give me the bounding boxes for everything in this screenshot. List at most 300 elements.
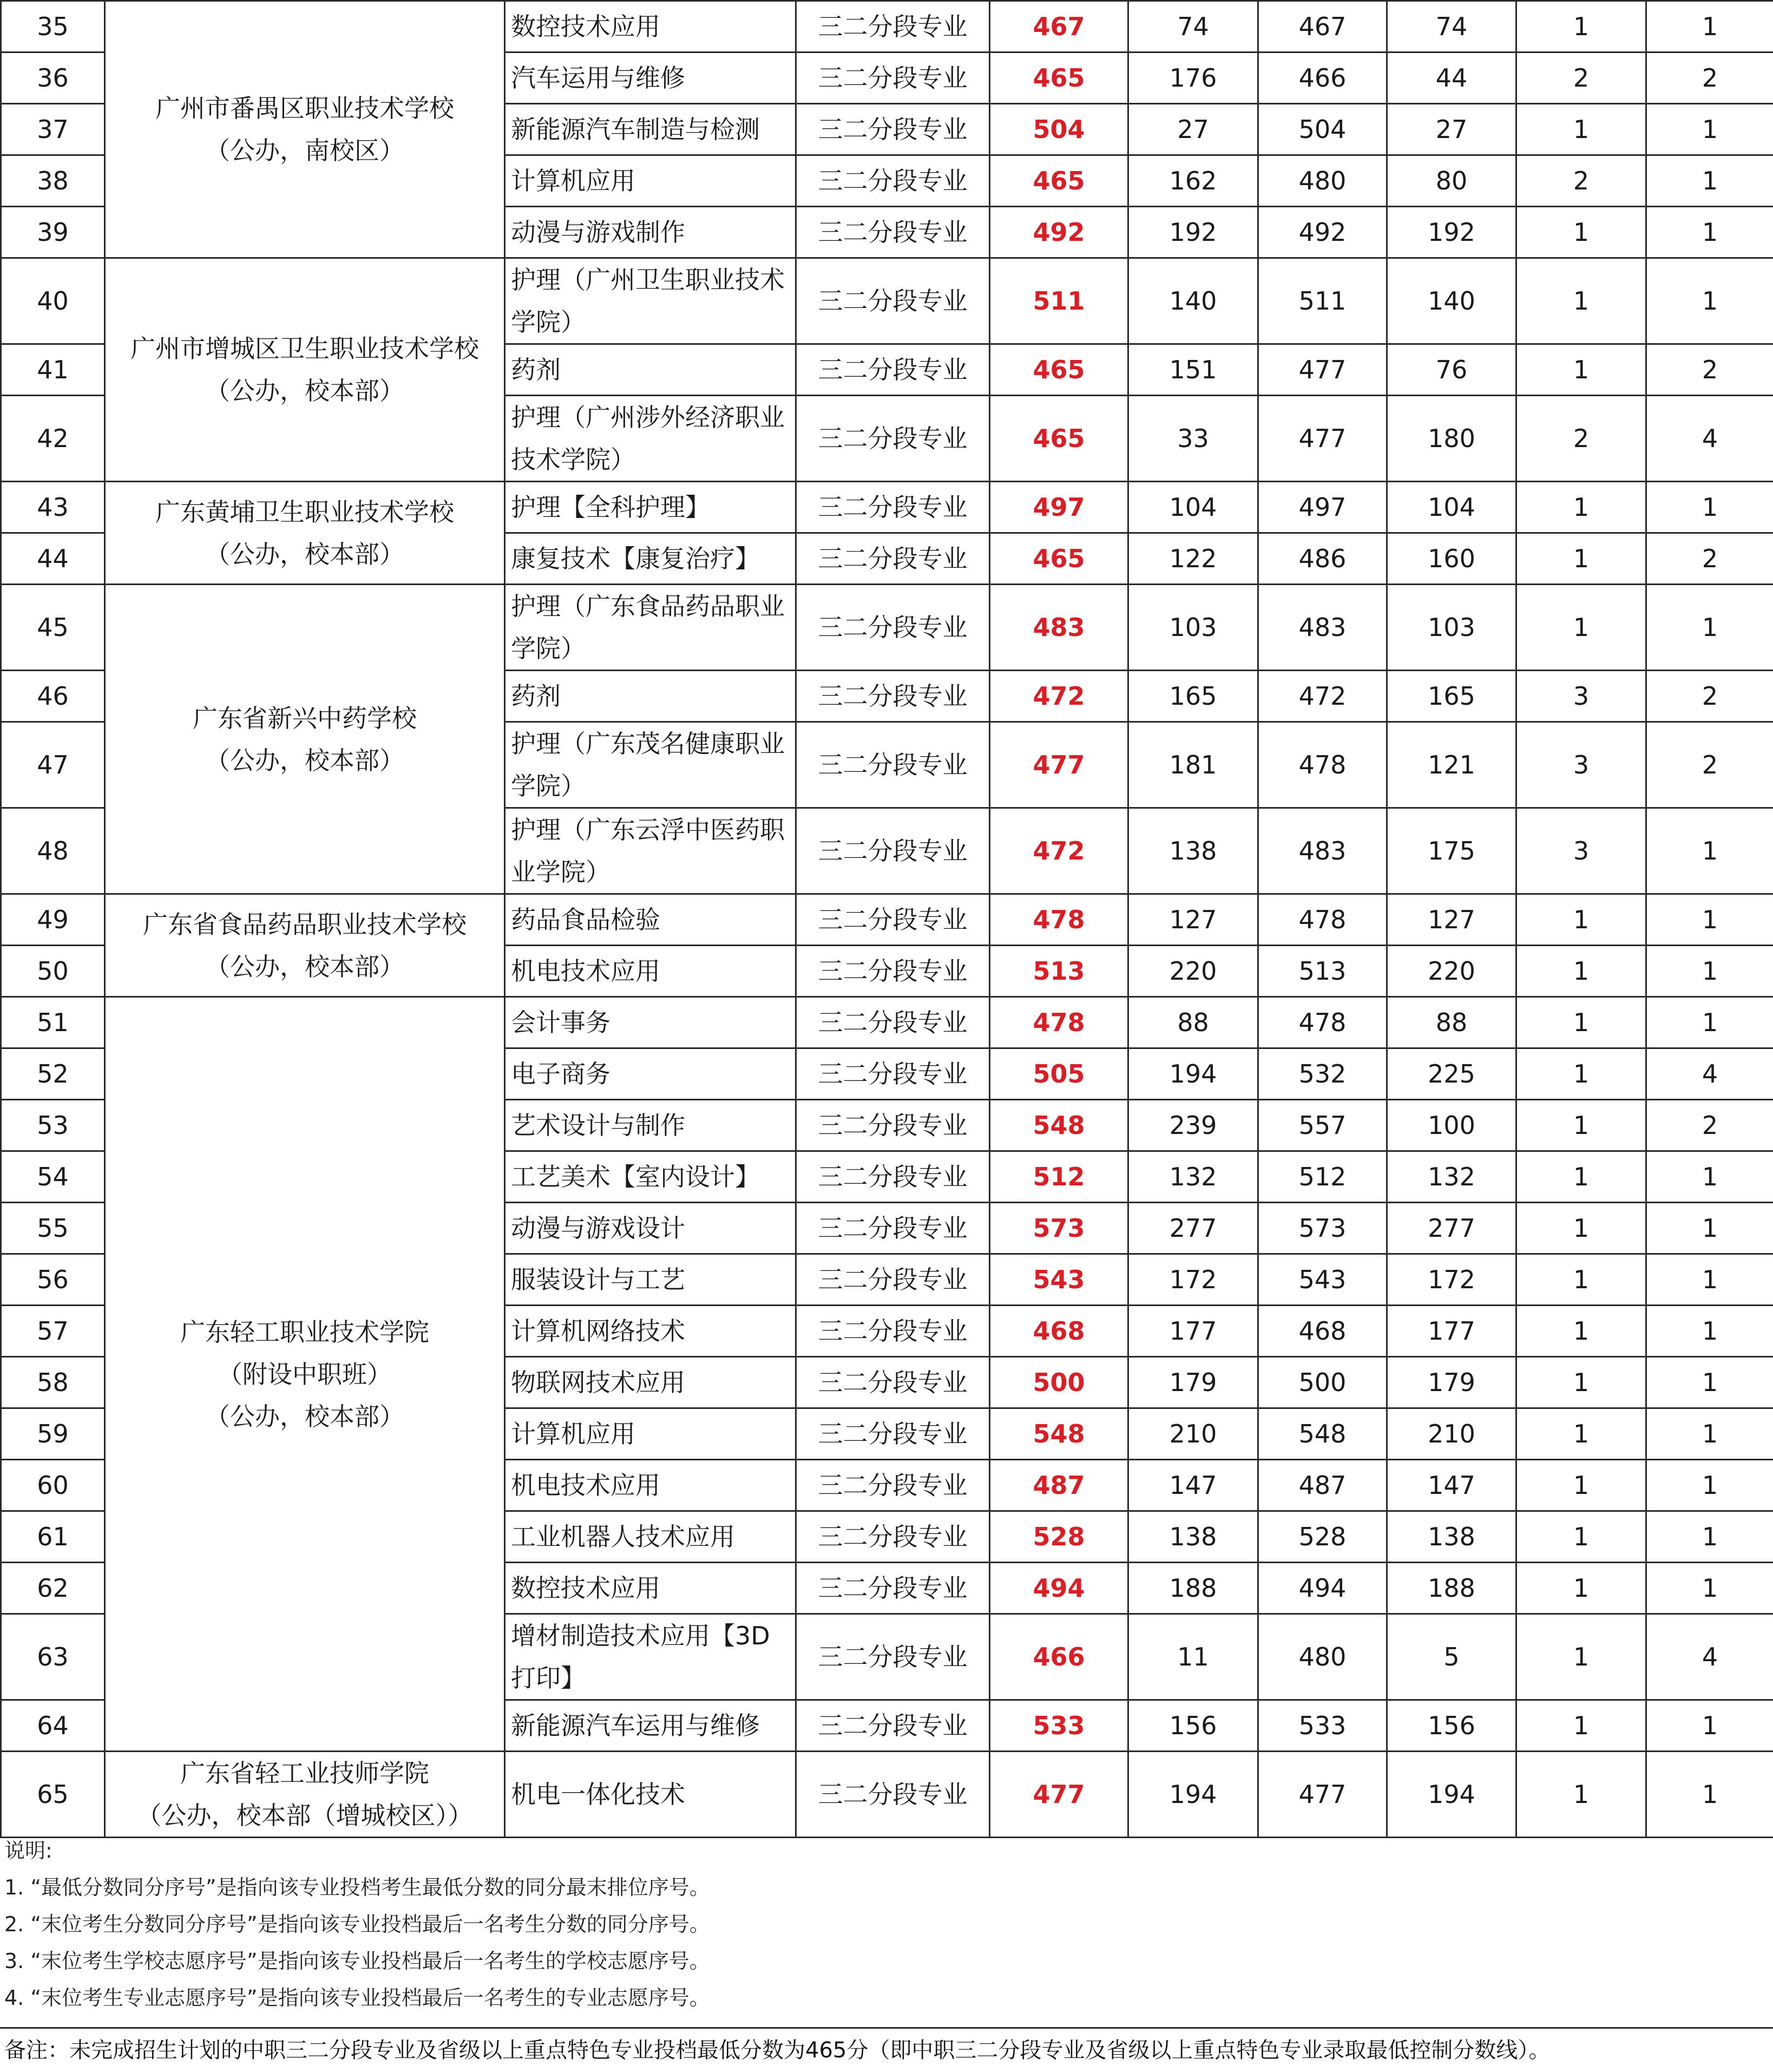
min-score-rank-cell: 277 xyxy=(1128,1203,1258,1254)
major-name-cell: 机电一体化技术 xyxy=(505,1752,796,1838)
major-choice-number-cell: 2 xyxy=(1646,533,1773,585)
program-type-cell: 三二分段专业 xyxy=(796,104,990,155)
table-row xyxy=(1,482,1773,533)
major-choice-number-cell: 1 xyxy=(1646,1306,1773,1357)
row-number-cell: 48 xyxy=(1,808,105,894)
major-choice-number-cell: 2 xyxy=(1646,722,1773,808)
row-number-cell: 39 xyxy=(1,207,105,258)
last-candidate-rank-cell: 132 xyxy=(1387,1151,1516,1203)
major-name-cell: 动漫与游戏制作 xyxy=(505,207,796,258)
min-score-cell: 487 xyxy=(990,1460,1128,1511)
school-choice-number-cell: 1 xyxy=(1516,1700,1646,1752)
school-name-cell xyxy=(105,1752,505,1838)
table-row xyxy=(1,1752,1773,1838)
program-type-cell: 三二分段专业 xyxy=(796,1,990,53)
major-choice-number-cell: 1 xyxy=(1646,1752,1773,1838)
last-candidate-rank-cell: 180 xyxy=(1387,396,1516,482)
last-candidate-rank-cell: 188 xyxy=(1387,1563,1516,1614)
school-choice-number-cell: 1 xyxy=(1516,1203,1646,1254)
major-name-cell: 护理（广东云浮中医药职业学院） xyxy=(505,808,796,894)
major-choice-number-cell: 1 xyxy=(1646,997,1773,1048)
school-name-line: 广州市增城区卫生职业技术学校 xyxy=(109,327,501,370)
min-score-cell: 500 xyxy=(990,1357,1128,1408)
school-name-cell xyxy=(105,482,505,585)
major-name-cell: 工艺美术【室内设计】 xyxy=(505,1151,796,1203)
min-score-rank-cell: 181 xyxy=(1128,722,1258,808)
notes-section xyxy=(0,1832,1773,2016)
school-name-line: （公办，校本部） xyxy=(109,370,501,412)
min-score-cell: 528 xyxy=(990,1511,1128,1563)
school-choice-number-cell: 1 xyxy=(1516,207,1646,258)
school-choice-number-cell: 1 xyxy=(1516,1614,1646,1700)
min-score-rank-cell: 239 xyxy=(1128,1100,1258,1151)
row-number-cell: 42 xyxy=(1,396,105,482)
last-candidate-score-cell: 513 xyxy=(1258,946,1387,997)
program-type-cell: 三二分段专业 xyxy=(796,1752,990,1838)
last-candidate-rank-cell: 44 xyxy=(1387,53,1516,104)
min-score-rank-cell: 194 xyxy=(1128,1048,1258,1100)
min-score-cell: 466 xyxy=(990,1614,1128,1700)
last-candidate-rank-cell: 100 xyxy=(1387,1100,1516,1151)
major-name-cell: 物联网技术应用 xyxy=(505,1357,796,1408)
last-candidate-score-cell: 512 xyxy=(1258,1151,1387,1203)
school-name-line: 广州市番禺区职业技术学校 xyxy=(109,87,501,129)
min-score-cell: 497 xyxy=(990,482,1128,533)
min-score-rank-cell: 192 xyxy=(1128,207,1258,258)
last-candidate-score-cell: 478 xyxy=(1258,894,1387,946)
program-type-cell: 三二分段专业 xyxy=(796,585,990,671)
program-type-cell: 三二分段专业 xyxy=(796,258,990,344)
major-choice-number-cell: 1 xyxy=(1646,1254,1773,1306)
school-choice-number-cell: 1 xyxy=(1516,482,1646,533)
row-number-cell: 51 xyxy=(1,997,105,1048)
major-name-cell: 康复技术【康复治疗】 xyxy=(505,533,796,585)
last-candidate-rank-cell: 220 xyxy=(1387,946,1516,997)
last-candidate-rank-cell: 172 xyxy=(1387,1254,1516,1306)
last-candidate-score-cell: 500 xyxy=(1258,1357,1387,1408)
school-name-line: （公办，校本部） xyxy=(109,739,501,782)
min-score-cell: 548 xyxy=(990,1100,1128,1151)
program-type-cell: 三二分段专业 xyxy=(796,396,990,482)
school-choice-number-cell: 1 xyxy=(1516,104,1646,155)
last-candidate-rank-cell: 127 xyxy=(1387,894,1516,946)
school-name-line: （公办，校本部） xyxy=(109,1395,501,1438)
row-number-cell: 47 xyxy=(1,722,105,808)
major-choice-number-cell: 1 xyxy=(1646,104,1773,155)
last-candidate-rank-cell: 121 xyxy=(1387,722,1516,808)
last-candidate-score-cell: 548 xyxy=(1258,1408,1387,1460)
last-candidate-score-cell: 487 xyxy=(1258,1460,1387,1511)
major-choice-number-cell: 1 xyxy=(1646,482,1773,533)
school-choice-number-cell: 1 xyxy=(1516,894,1646,946)
last-candidate-score-cell: 483 xyxy=(1258,808,1387,894)
last-candidate-score-cell: 557 xyxy=(1258,1100,1387,1151)
last-candidate-score-cell: 532 xyxy=(1258,1048,1387,1100)
major-choice-number-cell: 2 xyxy=(1646,344,1773,396)
last-candidate-score-cell: 477 xyxy=(1258,396,1387,482)
last-candidate-score-cell: 528 xyxy=(1258,1511,1387,1563)
major-choice-number-cell: 1 xyxy=(1646,1511,1773,1563)
school-choice-number-cell: 1 xyxy=(1516,585,1646,671)
last-candidate-score-cell: 486 xyxy=(1258,533,1387,585)
row-number-cell: 38 xyxy=(1,155,105,207)
min-score-cell: 465 xyxy=(990,396,1128,482)
min-score-rank-cell: 177 xyxy=(1128,1306,1258,1357)
major-choice-number-cell: 1 xyxy=(1646,1563,1773,1614)
school-choice-number-cell: 1 xyxy=(1516,946,1646,997)
min-score-rank-cell: 165 xyxy=(1128,671,1258,722)
last-candidate-score-cell: 478 xyxy=(1258,722,1387,808)
major-name-cell: 护理（广州涉外经济职业技术学院） xyxy=(505,396,796,482)
program-type-cell: 三二分段专业 xyxy=(796,997,990,1048)
major-choice-number-cell: 4 xyxy=(1646,396,1773,482)
major-name-cell: 新能源汽车运用与维修 xyxy=(505,1700,796,1752)
last-candidate-rank-cell: 74 xyxy=(1387,1,1516,53)
major-name-cell: 数控技术应用 xyxy=(505,1,796,53)
major-choice-number-cell: 1 xyxy=(1646,1,1773,53)
row-number-cell: 44 xyxy=(1,533,105,585)
program-type-cell: 三二分段专业 xyxy=(796,946,990,997)
program-type-cell: 三二分段专业 xyxy=(796,1460,990,1511)
min-score-rank-cell: 176 xyxy=(1128,53,1258,104)
min-score-rank-cell: 140 xyxy=(1128,258,1258,344)
min-score-cell: 512 xyxy=(990,1151,1128,1203)
min-score-cell: 467 xyxy=(990,1,1128,53)
school-name-line: （公办，校本部（增城校区）） xyxy=(109,1794,501,1837)
program-type-cell: 三二分段专业 xyxy=(796,1100,990,1151)
school-choice-number-cell: 3 xyxy=(1516,722,1646,808)
last-candidate-score-cell: 477 xyxy=(1258,1752,1387,1838)
program-type-cell: 三二分段专业 xyxy=(796,207,990,258)
min-score-rank-cell: 122 xyxy=(1128,533,1258,585)
row-number-cell: 65 xyxy=(1,1752,105,1838)
last-candidate-rank-cell: 179 xyxy=(1387,1357,1516,1408)
min-score-rank-cell: 127 xyxy=(1128,894,1258,946)
min-score-cell: 505 xyxy=(990,1048,1128,1100)
row-number-cell: 64 xyxy=(1,1700,105,1752)
major-name-cell: 增材制造技术应用【3D打印】 xyxy=(505,1614,796,1700)
row-number-cell: 43 xyxy=(1,482,105,533)
last-candidate-rank-cell: 225 xyxy=(1387,1048,1516,1100)
school-choice-number-cell: 1 xyxy=(1516,1306,1646,1357)
min-score-cell: 483 xyxy=(990,585,1128,671)
school-choice-number-cell: 1 xyxy=(1516,1254,1646,1306)
last-candidate-rank-cell: 175 xyxy=(1387,808,1516,894)
last-candidate-rank-cell: 138 xyxy=(1387,1511,1516,1563)
major-choice-number-cell: 4 xyxy=(1646,1614,1773,1700)
last-candidate-score-cell: 494 xyxy=(1258,1563,1387,1614)
min-score-cell: 477 xyxy=(990,722,1128,808)
min-score-cell: 477 xyxy=(990,1752,1128,1838)
last-candidate-rank-cell: 177 xyxy=(1387,1306,1516,1357)
last-candidate-score-cell: 477 xyxy=(1258,344,1387,396)
school-choice-number-cell: 1 xyxy=(1516,258,1646,344)
major-name-cell: 艺术设计与制作 xyxy=(505,1100,796,1151)
major-choice-number-cell: 1 xyxy=(1646,1408,1773,1460)
last-candidate-score-cell: 492 xyxy=(1258,207,1387,258)
major-choice-number-cell: 2 xyxy=(1646,1100,1773,1151)
note-item-2: 2. “末位考生分数同分序号”是指向该专业投档最后一名考生分数的同分序号。 xyxy=(0,1906,1773,1943)
min-score-cell: 478 xyxy=(990,997,1128,1048)
program-type-cell: 三二分段专业 xyxy=(796,53,990,104)
min-score-rank-cell: 172 xyxy=(1128,1254,1258,1306)
last-candidate-rank-cell: 103 xyxy=(1387,585,1516,671)
major-choice-number-cell: 1 xyxy=(1646,894,1773,946)
note-item-4: 4. “末位考生专业志愿序号”是指向该专业投档最后一名考生的专业志愿序号。 xyxy=(0,1979,1773,2016)
major-name-cell: 机电技术应用 xyxy=(505,1460,796,1511)
program-type-cell: 三二分段专业 xyxy=(796,808,990,894)
major-name-cell: 服装设计与工艺 xyxy=(505,1254,796,1306)
school-choice-number-cell: 1 xyxy=(1516,1511,1646,1563)
major-choice-number-cell: 1 xyxy=(1646,1357,1773,1408)
school-choice-number-cell: 1 xyxy=(1516,1563,1646,1614)
note-item-3: 3. “末位考生学校志愿序号”是指向该专业投档最后一名考生的学校志愿序号。 xyxy=(0,1943,1773,1979)
major-name-cell: 动漫与游戏设计 xyxy=(505,1203,796,1254)
row-number-cell: 46 xyxy=(1,671,105,722)
major-name-cell: 机电技术应用 xyxy=(505,946,796,997)
last-candidate-score-cell: 504 xyxy=(1258,104,1387,155)
major-choice-number-cell: 2 xyxy=(1646,53,1773,104)
school-name-line: （公办，校本部） xyxy=(109,533,501,575)
program-type-cell: 三二分段专业 xyxy=(796,671,990,722)
min-score-cell: 548 xyxy=(990,1408,1128,1460)
min-score-rank-cell: 27 xyxy=(1128,104,1258,155)
last-candidate-score-cell: 480 xyxy=(1258,155,1387,207)
row-number-cell: 55 xyxy=(1,1203,105,1254)
program-type-cell: 三二分段专业 xyxy=(796,155,990,207)
row-number-cell: 41 xyxy=(1,344,105,396)
major-name-cell: 计算机应用 xyxy=(505,155,796,207)
min-score-rank-cell: 151 xyxy=(1128,344,1258,396)
last-candidate-score-cell: 468 xyxy=(1258,1306,1387,1357)
major-choice-number-cell: 1 xyxy=(1646,808,1773,894)
min-score-cell: 472 xyxy=(990,671,1128,722)
min-score-rank-cell: 103 xyxy=(1128,585,1258,671)
notes-title: 说明: xyxy=(0,1832,1773,1869)
school-choice-number-cell: 2 xyxy=(1516,53,1646,104)
min-score-cell: 468 xyxy=(990,1306,1128,1357)
last-candidate-rank-cell: 76 xyxy=(1387,344,1516,396)
program-type-cell: 三二分段专业 xyxy=(796,1048,990,1100)
major-choice-number-cell: 4 xyxy=(1646,1048,1773,1100)
min-score-cell: 573 xyxy=(990,1203,1128,1254)
last-candidate-rank-cell: 80 xyxy=(1387,155,1516,207)
row-number-cell: 52 xyxy=(1,1048,105,1100)
row-number-cell: 61 xyxy=(1,1511,105,1563)
school-name-line: 广东省轻工业技师学院 xyxy=(109,1752,501,1794)
row-number-cell: 36 xyxy=(1,53,105,104)
school-choice-number-cell: 1 xyxy=(1516,1100,1646,1151)
program-type-cell: 三二分段专业 xyxy=(796,533,990,585)
school-choice-number-cell: 1 xyxy=(1516,1151,1646,1203)
major-choice-number-cell: 1 xyxy=(1646,1151,1773,1203)
min-score-cell: 465 xyxy=(990,344,1128,396)
min-score-cell: 543 xyxy=(990,1254,1128,1306)
row-number-cell: 58 xyxy=(1,1357,105,1408)
row-number-cell: 63 xyxy=(1,1614,105,1700)
min-score-cell: 465 xyxy=(990,533,1128,585)
major-choice-number-cell: 1 xyxy=(1646,155,1773,207)
remark-line: 备注：未完成招生计划的中职三二分段专业及省级以上重点特色专业投档最低分数为465分（即中职三二分段专业及省级以上重点特色专业录取最低控制分数线）。 xyxy=(0,2027,1773,2070)
major-choice-number-cell: 1 xyxy=(1646,946,1773,997)
last-candidate-rank-cell: 277 xyxy=(1387,1203,1516,1254)
school-choice-number-cell: 2 xyxy=(1516,396,1646,482)
last-candidate-score-cell: 543 xyxy=(1258,1254,1387,1306)
school-name-line: 广东轻工职业技术学院 xyxy=(109,1311,501,1353)
min-score-cell: 513 xyxy=(990,946,1128,997)
school-name-cell xyxy=(105,258,505,482)
major-name-cell: 护理（广东茂名健康职业学院） xyxy=(505,722,796,808)
last-candidate-rank-cell: 27 xyxy=(1387,104,1516,155)
major-name-cell: 计算机网络技术 xyxy=(505,1306,796,1357)
school-choice-number-cell: 1 xyxy=(1516,997,1646,1048)
min-score-cell: 533 xyxy=(990,1700,1128,1752)
min-score-rank-cell: 33 xyxy=(1128,396,1258,482)
row-number-cell: 45 xyxy=(1,585,105,671)
min-score-rank-cell: 74 xyxy=(1128,1,1258,53)
row-number-cell: 59 xyxy=(1,1408,105,1460)
min-score-rank-cell: 11 xyxy=(1128,1614,1258,1700)
school-choice-number-cell: 1 xyxy=(1516,1357,1646,1408)
last-candidate-rank-cell: 140 xyxy=(1387,258,1516,344)
program-type-cell: 三二分段专业 xyxy=(796,1254,990,1306)
major-choice-number-cell: 2 xyxy=(1646,671,1773,722)
table-row xyxy=(1,258,1773,344)
school-name-line: （公办，南校区） xyxy=(109,129,501,172)
program-type-cell: 三二分段专业 xyxy=(796,1614,990,1700)
table-row xyxy=(1,997,1773,1048)
program-type-cell: 三二分段专业 xyxy=(796,344,990,396)
min-score-rank-cell: 138 xyxy=(1128,1511,1258,1563)
school-name-line: （附设中职班） xyxy=(109,1353,501,1395)
table-row xyxy=(1,585,1773,671)
last-candidate-score-cell: 533 xyxy=(1258,1700,1387,1752)
program-type-cell: 三二分段专业 xyxy=(796,1408,990,1460)
school-choice-number-cell: 2 xyxy=(1516,155,1646,207)
min-score-cell: 478 xyxy=(990,894,1128,946)
major-name-cell: 药剂 xyxy=(505,671,796,722)
school-name-cell xyxy=(105,1,505,258)
last-candidate-score-cell: 472 xyxy=(1258,671,1387,722)
school-name-line: （公办，校本部） xyxy=(109,946,501,988)
major-name-cell: 护理（广州卫生职业技术学院） xyxy=(505,258,796,344)
school-choice-number-cell: 1 xyxy=(1516,1048,1646,1100)
major-name-cell: 汽车运用与维修 xyxy=(505,53,796,104)
school-name-cell xyxy=(105,585,505,894)
program-type-cell: 三二分段专业 xyxy=(796,1511,990,1563)
min-score-rank-cell: 162 xyxy=(1128,155,1258,207)
min-score-rank-cell: 138 xyxy=(1128,808,1258,894)
school-choice-number-cell: 1 xyxy=(1516,1408,1646,1460)
last-candidate-score-cell: 573 xyxy=(1258,1203,1387,1254)
school-name-cell xyxy=(105,997,505,1752)
min-score-rank-cell: 188 xyxy=(1128,1563,1258,1614)
last-candidate-score-cell: 497 xyxy=(1258,482,1387,533)
row-number-cell: 60 xyxy=(1,1460,105,1511)
last-candidate-rank-cell: 194 xyxy=(1387,1752,1516,1838)
program-type-cell: 三二分段专业 xyxy=(796,722,990,808)
major-choice-number-cell: 1 xyxy=(1646,258,1773,344)
school-choice-number-cell: 1 xyxy=(1516,1460,1646,1511)
last-candidate-rank-cell: 210 xyxy=(1387,1408,1516,1460)
program-type-cell: 三二分段专业 xyxy=(796,1700,990,1752)
last-candidate-score-cell: 466 xyxy=(1258,53,1387,104)
last-candidate-rank-cell: 147 xyxy=(1387,1460,1516,1511)
major-name-cell: 护理（广东食品药品职业学院） xyxy=(505,585,796,671)
min-score-rank-cell: 156 xyxy=(1128,1700,1258,1752)
table-row xyxy=(1,1,1773,53)
min-score-cell: 494 xyxy=(990,1563,1128,1614)
min-score-rank-cell: 210 xyxy=(1128,1408,1258,1460)
school-name-line: 广东省新兴中药学校 xyxy=(109,697,501,739)
school-choice-number-cell: 3 xyxy=(1516,671,1646,722)
min-score-rank-cell: 88 xyxy=(1128,997,1258,1048)
school-name-cell xyxy=(105,894,505,997)
last-candidate-score-cell: 483 xyxy=(1258,585,1387,671)
last-candidate-rank-cell: 192 xyxy=(1387,207,1516,258)
row-number-cell: 50 xyxy=(1,946,105,997)
last-candidate-score-cell: 511 xyxy=(1258,258,1387,344)
school-name-line: 广东黄埔卫生职业技术学校 xyxy=(109,491,501,533)
row-number-cell: 40 xyxy=(1,258,105,344)
row-number-cell: 54 xyxy=(1,1151,105,1203)
last-candidate-rank-cell: 104 xyxy=(1387,482,1516,533)
last-candidate-rank-cell: 160 xyxy=(1387,533,1516,585)
major-choice-number-cell: 1 xyxy=(1646,1460,1773,1511)
school-choice-number-cell: 1 xyxy=(1516,1752,1646,1838)
major-name-cell: 药品食品检验 xyxy=(505,894,796,946)
major-name-cell: 会计事务 xyxy=(505,997,796,1048)
last-candidate-rank-cell: 165 xyxy=(1387,671,1516,722)
major-name-cell: 电子商务 xyxy=(505,1048,796,1100)
school-choice-number-cell: 1 xyxy=(1516,344,1646,396)
min-score-rank-cell: 179 xyxy=(1128,1357,1258,1408)
row-number-cell: 57 xyxy=(1,1306,105,1357)
min-score-cell: 511 xyxy=(990,258,1128,344)
school-choice-number-cell: 1 xyxy=(1516,533,1646,585)
last-candidate-score-cell: 467 xyxy=(1258,1,1387,53)
min-score-rank-cell: 104 xyxy=(1128,482,1258,533)
min-score-cell: 465 xyxy=(990,53,1128,104)
school-choice-number-cell: 3 xyxy=(1516,808,1646,894)
major-name-cell: 工业机器人技术应用 xyxy=(505,1511,796,1563)
major-name-cell: 计算机应用 xyxy=(505,1408,796,1460)
table-row xyxy=(1,894,1773,946)
major-name-cell: 数控技术应用 xyxy=(505,1563,796,1614)
school-choice-number-cell: 1 xyxy=(1516,1,1646,53)
program-type-cell: 三二分段专业 xyxy=(796,1306,990,1357)
major-choice-number-cell: 1 xyxy=(1646,1700,1773,1752)
min-score-rank-cell: 132 xyxy=(1128,1151,1258,1203)
last-candidate-score-cell: 480 xyxy=(1258,1614,1387,1700)
row-number-cell: 35 xyxy=(1,1,105,53)
last-candidate-score-cell: 478 xyxy=(1258,997,1387,1048)
min-score-rank-cell: 220 xyxy=(1128,946,1258,997)
major-name-cell: 新能源汽车制造与检测 xyxy=(505,104,796,155)
program-type-cell: 三二分段专业 xyxy=(796,1151,990,1203)
row-number-cell: 62 xyxy=(1,1563,105,1614)
min-score-cell: 492 xyxy=(990,207,1128,258)
last-candidate-rank-cell: 88 xyxy=(1387,997,1516,1048)
program-type-cell: 三二分段专业 xyxy=(796,1357,990,1408)
major-name-cell: 药剂 xyxy=(505,344,796,396)
major-choice-number-cell: 1 xyxy=(1646,585,1773,671)
min-score-cell: 465 xyxy=(990,155,1128,207)
min-score-rank-cell: 147 xyxy=(1128,1460,1258,1511)
program-type-cell: 三二分段专业 xyxy=(796,1563,990,1614)
min-score-rank-cell: 194 xyxy=(1128,1752,1258,1838)
major-choice-number-cell: 1 xyxy=(1646,207,1773,258)
